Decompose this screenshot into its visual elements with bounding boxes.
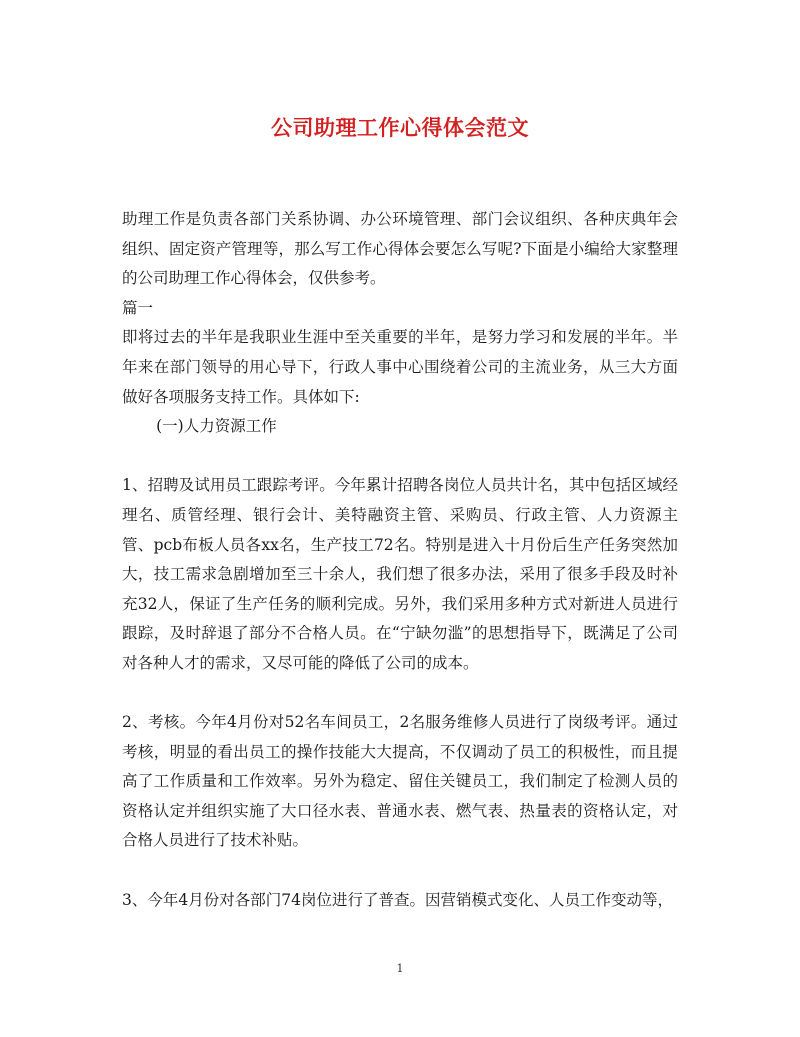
intro-paragraph: 助理工作是负责各部门关系协调、办公环境管理、部门会议组织、各种庆典年会组织、固定资产管理等，那么写工作心得体会要怎么写呢?下面是小编给大家整理的公司助理工作心得体会，仅供参考。 (122, 210, 678, 288)
item-survey: 3、今年4月份对各部门74岗位进行了普查。因营销模式变化、人员工作变动等， (122, 890, 673, 909)
subheading-hr: (一)人力资源工作 (156, 417, 277, 436)
item-assessment: 2、考核。今年4月份对52名车间员工，2名服务维修人员进行了岗级考评。通过考核，明显的看出员工的操作技能大大提高，不仅调动了员工的积极性，而且提高了工作质量和工作效率。另外为稳定、留住关键员工，我们制定了检测人员的资格认定并组织实施了大口径水表、普通水表、燃气表、热量表的资格认定，对合格人员进行了技术补贴。 (122, 713, 678, 850)
paragraph-spacer (122, 856, 678, 886)
item-recruitment: 1、招聘及试用员工跟踪考评。今年累计招聘各岗位人员共计名，其中包括区域经理名、质管经理、银行会计、美特融资主管、采购员、行政主管、人力资源主管、pcb布板人员各xx名，生产技工72名。特别是进入十月份后生产任务突然加大，技工需求急剧增加至三十余人，我们想了很多办法，采用了很多手段及时补充32人，保证了生产任务的顺利完成。另外，我们采用多种方式对新进人员进行跟踪，及时辞退了部分不合格人员。在“宁缺勿滥”的思想指导下，既满足了公司对各种人才的需求，又尽可能的降低了公司的成本。 (122, 476, 678, 672)
paragraph-spacer (122, 442, 678, 472)
document-body (122, 205, 678, 915)
page-number: 1 (396, 962, 404, 975)
section-heading: 篇一 (122, 298, 154, 317)
document-title: 公司助理工作心得体会范文 (271, 115, 529, 140)
paragraph-spacer (122, 679, 678, 709)
opening-paragraph: 即将过去的半年是我职业生涯中至关重要的半年，是努力学习和发展的半年。半年来在部门领导的用心导下，行政人事中心围绕着公司的主流业务，从三大方面做好各项服务支持工作。具体如下: (122, 328, 678, 406)
